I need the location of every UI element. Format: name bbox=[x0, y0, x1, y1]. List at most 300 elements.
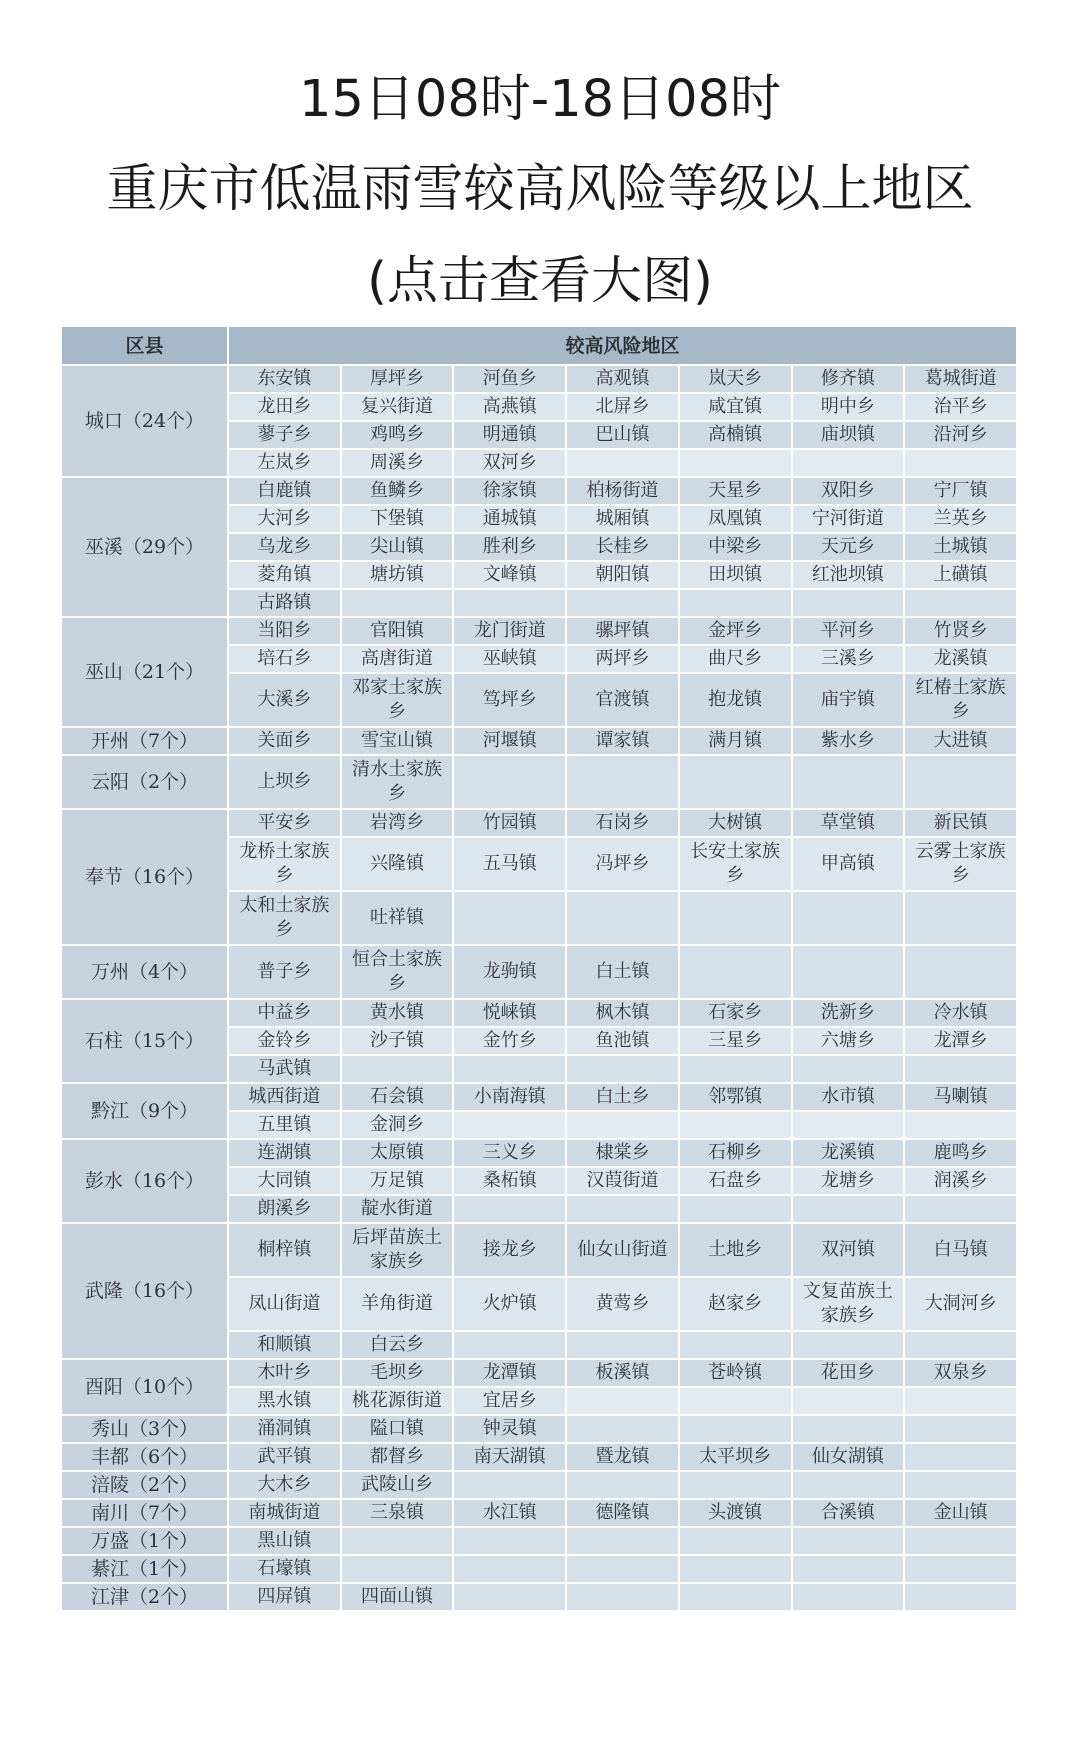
area-cell: 大同镇 bbox=[229, 1168, 340, 1194]
area-cell: 胜利乡 bbox=[454, 534, 565, 560]
area-cell: 棣棠乡 bbox=[567, 1140, 678, 1166]
area-cell: 大树镇 bbox=[680, 810, 791, 836]
empty-cell bbox=[905, 450, 1016, 476]
empty-cell bbox=[905, 1112, 1016, 1138]
area-cell: 满月镇 bbox=[680, 728, 791, 754]
area-cell: 羊角街道 bbox=[342, 1278, 453, 1330]
area-cell: 龙驹镇 bbox=[454, 946, 565, 998]
area-cell: 石岗乡 bbox=[567, 810, 678, 836]
table-row bbox=[62, 478, 1016, 504]
area-cell: 鱼池镇 bbox=[567, 1028, 678, 1054]
empty-cell bbox=[905, 1416, 1016, 1442]
area-cell: 水江镇 bbox=[454, 1500, 565, 1526]
area-cell: 长安土家族乡 bbox=[680, 838, 791, 890]
area-cell: 高唐街道 bbox=[342, 646, 453, 672]
area-cell: 兰英乡 bbox=[905, 506, 1016, 532]
area-cell: 石柳乡 bbox=[680, 1140, 791, 1166]
empty-cell bbox=[905, 1056, 1016, 1082]
header-risk-areas: 较高风险地区 bbox=[229, 327, 1016, 364]
empty-cell bbox=[454, 1584, 565, 1610]
area-cell: 沙子镇 bbox=[342, 1028, 453, 1054]
area-cell: 骡坪镇 bbox=[567, 618, 678, 644]
empty-cell bbox=[905, 892, 1016, 944]
area-cell: 龙溪镇 bbox=[793, 1140, 904, 1166]
area-cell: 和顺镇 bbox=[229, 1332, 340, 1358]
area-cell: 白土镇 bbox=[567, 946, 678, 998]
area-cell: 连湖镇 bbox=[229, 1140, 340, 1166]
area-cell: 上磺镇 bbox=[905, 562, 1016, 588]
empty-cell bbox=[793, 946, 904, 998]
area-cell: 土地乡 bbox=[680, 1224, 791, 1276]
area-cell: 兴隆镇 bbox=[342, 838, 453, 890]
area-cell: 四屏镇 bbox=[229, 1584, 340, 1610]
county-cell: 綦江（1个） bbox=[62, 1556, 227, 1582]
area-cell: 金洞乡 bbox=[342, 1112, 453, 1138]
area-cell: 大溪乡 bbox=[229, 674, 340, 726]
empty-cell bbox=[793, 1388, 904, 1414]
area-cell: 三泉镇 bbox=[342, 1500, 453, 1526]
risk-area-table bbox=[60, 325, 1018, 1612]
empty-cell bbox=[454, 590, 565, 616]
area-cell: 高燕镇 bbox=[454, 394, 565, 420]
area-cell: 谭家镇 bbox=[567, 728, 678, 754]
area-cell: 官阳镇 bbox=[342, 618, 453, 644]
area-cell: 厚坪乡 bbox=[342, 366, 453, 392]
area-cell: 桑柘镇 bbox=[454, 1168, 565, 1194]
area-cell: 通城镇 bbox=[454, 506, 565, 532]
area-cell: 龙塘乡 bbox=[793, 1168, 904, 1194]
area-cell: 尖山镇 bbox=[342, 534, 453, 560]
area-cell: 鱼鳞乡 bbox=[342, 478, 453, 504]
area-cell: 黑水镇 bbox=[229, 1388, 340, 1414]
area-cell: 赵家乡 bbox=[680, 1278, 791, 1330]
area-cell: 岩湾乡 bbox=[342, 810, 453, 836]
empty-cell bbox=[342, 590, 453, 616]
area-cell: 石盘乡 bbox=[680, 1168, 791, 1194]
area-cell: 鸡鸣乡 bbox=[342, 422, 453, 448]
table-row bbox=[62, 366, 1016, 392]
area-cell: 润溪乡 bbox=[905, 1168, 1016, 1194]
empty-cell bbox=[567, 590, 678, 616]
area-cell: 凤山街道 bbox=[229, 1278, 340, 1330]
empty-cell bbox=[454, 892, 565, 944]
empty-cell bbox=[680, 1416, 791, 1442]
empty-cell bbox=[905, 1332, 1016, 1358]
area-cell: 大洞河乡 bbox=[905, 1278, 1016, 1330]
area-cell: 花田乡 bbox=[793, 1360, 904, 1386]
area-cell: 龙潭镇 bbox=[454, 1360, 565, 1386]
area-cell: 接龙乡 bbox=[454, 1224, 565, 1276]
area-cell: 白鹿镇 bbox=[229, 478, 340, 504]
area-cell: 石壕镇 bbox=[229, 1556, 340, 1582]
area-cell: 板溪镇 bbox=[567, 1360, 678, 1386]
area-cell: 白云乡 bbox=[342, 1332, 453, 1358]
area-cell: 冯坪乡 bbox=[567, 838, 678, 890]
county-cell: 万州（4个） bbox=[62, 946, 227, 998]
area-cell: 太和土家族乡 bbox=[229, 892, 340, 944]
area-cell: 龙门街道 bbox=[454, 618, 565, 644]
empty-cell bbox=[905, 590, 1016, 616]
area-cell: 明通镇 bbox=[454, 422, 565, 448]
area-cell: 双阳乡 bbox=[793, 478, 904, 504]
area-cell: 桐梓镇 bbox=[229, 1224, 340, 1276]
empty-cell bbox=[567, 1416, 678, 1442]
area-cell: 庙宇镇 bbox=[793, 674, 904, 726]
table-row bbox=[62, 1416, 1016, 1442]
area-cell: 高楠镇 bbox=[680, 422, 791, 448]
empty-cell bbox=[680, 1056, 791, 1082]
empty-cell bbox=[680, 450, 791, 476]
area-cell: 龙溪镇 bbox=[905, 646, 1016, 672]
table-row bbox=[62, 1140, 1016, 1166]
county-cell: 巫溪（29个） bbox=[62, 478, 227, 616]
empty-cell bbox=[454, 1528, 565, 1554]
county-cell: 武隆（16个） bbox=[62, 1224, 227, 1358]
county-cell: 巫山（21个） bbox=[62, 618, 227, 726]
area-cell: 枫木镇 bbox=[567, 1000, 678, 1026]
table-header-row bbox=[62, 327, 1016, 364]
area-cell: 普子乡 bbox=[229, 946, 340, 998]
empty-cell bbox=[567, 1584, 678, 1610]
empty-cell bbox=[793, 590, 904, 616]
county-cell: 万盛（1个） bbox=[62, 1528, 227, 1554]
area-cell: 仙女湖镇 bbox=[793, 1444, 904, 1470]
empty-cell bbox=[680, 1196, 791, 1222]
area-cell: 抱龙镇 bbox=[680, 674, 791, 726]
empty-cell bbox=[793, 1332, 904, 1358]
area-cell: 邓家土家族乡 bbox=[342, 674, 453, 726]
area-cell: 大进镇 bbox=[905, 728, 1016, 754]
empty-cell bbox=[793, 1528, 904, 1554]
area-cell: 葛城街道 bbox=[905, 366, 1016, 392]
empty-cell bbox=[454, 1556, 565, 1582]
area-cell: 古路镇 bbox=[229, 590, 340, 616]
area-cell: 平安乡 bbox=[229, 810, 340, 836]
table-row bbox=[62, 1584, 1016, 1610]
area-cell: 大河乡 bbox=[229, 506, 340, 532]
area-cell: 合溪镇 bbox=[793, 1500, 904, 1526]
table-row bbox=[62, 756, 1016, 808]
empty-cell bbox=[567, 1056, 678, 1082]
empty-cell bbox=[567, 1196, 678, 1222]
area-cell: 下堡镇 bbox=[342, 506, 453, 532]
empty-cell bbox=[905, 756, 1016, 808]
county-cell: 南川（7个） bbox=[62, 1500, 227, 1526]
area-cell: 都督乡 bbox=[342, 1444, 453, 1470]
empty-cell bbox=[567, 1388, 678, 1414]
area-cell: 官渡镇 bbox=[567, 674, 678, 726]
table-body bbox=[62, 366, 1016, 1610]
area-cell: 河堰镇 bbox=[454, 728, 565, 754]
area-cell: 洗新乡 bbox=[793, 1000, 904, 1026]
area-cell: 中益乡 bbox=[229, 1000, 340, 1026]
area-cell: 云雾土家族乡 bbox=[905, 838, 1016, 890]
area-cell: 南天湖镇 bbox=[454, 1444, 565, 1470]
empty-cell bbox=[567, 1112, 678, 1138]
area-cell: 双泉乡 bbox=[905, 1360, 1016, 1386]
county-cell: 涪陵（2个） bbox=[62, 1472, 227, 1498]
area-cell: 龙桥土家族乡 bbox=[229, 838, 340, 890]
area-cell: 宁厂镇 bbox=[905, 478, 1016, 504]
area-cell: 太原镇 bbox=[342, 1140, 453, 1166]
area-cell: 沿河乡 bbox=[905, 422, 1016, 448]
table-row bbox=[62, 1500, 1016, 1526]
area-cell: 明中乡 bbox=[793, 394, 904, 420]
area-cell: 龙潭乡 bbox=[905, 1028, 1016, 1054]
area-cell: 柏杨街道 bbox=[567, 478, 678, 504]
area-cell: 雪宝山镇 bbox=[342, 728, 453, 754]
table-row bbox=[62, 1000, 1016, 1026]
area-cell: 金竹乡 bbox=[454, 1028, 565, 1054]
area-cell: 城厢镇 bbox=[567, 506, 678, 532]
area-cell: 石会镇 bbox=[342, 1084, 453, 1110]
area-cell: 长桂乡 bbox=[567, 534, 678, 560]
area-cell: 中梁乡 bbox=[680, 534, 791, 560]
area-cell: 六塘乡 bbox=[793, 1028, 904, 1054]
area-cell: 红池坝镇 bbox=[793, 562, 904, 588]
area-cell: 笃坪乡 bbox=[454, 674, 565, 726]
empty-cell bbox=[680, 590, 791, 616]
area-cell: 蓼子乡 bbox=[229, 422, 340, 448]
county-cell: 云阳（2个） bbox=[62, 756, 227, 808]
table-row bbox=[62, 1224, 1016, 1276]
empty-cell bbox=[680, 946, 791, 998]
table-row bbox=[62, 728, 1016, 754]
area-cell: 复兴街道 bbox=[342, 394, 453, 420]
area-cell: 双河乡 bbox=[454, 450, 565, 476]
area-cell: 马武镇 bbox=[229, 1056, 340, 1082]
empty-cell bbox=[793, 756, 904, 808]
empty-cell bbox=[793, 892, 904, 944]
empty-cell bbox=[567, 756, 678, 808]
area-cell: 悦崃镇 bbox=[454, 1000, 565, 1026]
area-cell: 毛坝乡 bbox=[342, 1360, 453, 1386]
area-cell: 凤凰镇 bbox=[680, 506, 791, 532]
area-cell: 黑山镇 bbox=[229, 1528, 340, 1554]
area-cell: 巴山镇 bbox=[567, 422, 678, 448]
empty-cell bbox=[567, 892, 678, 944]
county-cell: 江津（2个） bbox=[62, 1584, 227, 1610]
area-cell: 培石乡 bbox=[229, 646, 340, 672]
area-cell: 关面乡 bbox=[229, 728, 340, 754]
county-cell: 石柱（15个） bbox=[62, 1000, 227, 1082]
area-cell: 平河乡 bbox=[793, 618, 904, 644]
area-cell: 文峰镇 bbox=[454, 562, 565, 588]
empty-cell bbox=[567, 1472, 678, 1498]
empty-cell bbox=[680, 892, 791, 944]
county-cell: 黔江（9个） bbox=[62, 1084, 227, 1138]
area-cell: 宜居乡 bbox=[454, 1388, 565, 1414]
table-row bbox=[62, 946, 1016, 998]
area-cell: 木叶乡 bbox=[229, 1360, 340, 1386]
area-cell: 三星乡 bbox=[680, 1028, 791, 1054]
county-cell: 丰都（6个） bbox=[62, 1444, 227, 1470]
area-cell: 双河镇 bbox=[793, 1224, 904, 1276]
area-cell: 黄水镇 bbox=[342, 1000, 453, 1026]
area-cell: 庙坝镇 bbox=[793, 422, 904, 448]
area-cell: 马喇镇 bbox=[905, 1084, 1016, 1110]
area-cell: 河鱼乡 bbox=[454, 366, 565, 392]
area-cell: 三义乡 bbox=[454, 1140, 565, 1166]
area-cell: 曲尺乡 bbox=[680, 646, 791, 672]
empty-cell bbox=[454, 1056, 565, 1082]
area-cell: 暨龙镇 bbox=[567, 1444, 678, 1470]
area-cell: 北屏乡 bbox=[567, 394, 678, 420]
empty-cell bbox=[905, 1444, 1016, 1470]
area-cell: 东安镇 bbox=[229, 366, 340, 392]
area-cell: 文复苗族土家族乡 bbox=[793, 1278, 904, 1330]
area-cell: 竹园镇 bbox=[454, 810, 565, 836]
empty-cell bbox=[793, 1112, 904, 1138]
area-cell: 头渡镇 bbox=[680, 1500, 791, 1526]
empty-cell bbox=[905, 1388, 1016, 1414]
table-row bbox=[62, 1444, 1016, 1470]
county-cell: 奉节（16个） bbox=[62, 810, 227, 944]
area-cell: 紫水乡 bbox=[793, 728, 904, 754]
area-cell: 金坪乡 bbox=[680, 618, 791, 644]
area-cell: 龙田乡 bbox=[229, 394, 340, 420]
area-cell: 乌龙乡 bbox=[229, 534, 340, 560]
area-cell: 火炉镇 bbox=[454, 1278, 565, 1330]
empty-cell bbox=[680, 1472, 791, 1498]
empty-cell bbox=[793, 1584, 904, 1610]
area-cell: 甲高镇 bbox=[793, 838, 904, 890]
area-cell: 两坪乡 bbox=[567, 646, 678, 672]
area-cell: 清水土家族乡 bbox=[342, 756, 453, 808]
area-cell: 菱角镇 bbox=[229, 562, 340, 588]
area-cell: 太平坝乡 bbox=[680, 1444, 791, 1470]
area-cell: 土城镇 bbox=[905, 534, 1016, 560]
empty-cell bbox=[793, 1416, 904, 1442]
table-row bbox=[62, 1360, 1016, 1386]
area-cell: 徐家镇 bbox=[454, 478, 565, 504]
table-row bbox=[62, 1472, 1016, 1498]
empty-cell bbox=[680, 1584, 791, 1610]
area-cell: 白马镇 bbox=[905, 1224, 1016, 1276]
empty-cell bbox=[905, 1556, 1016, 1582]
empty-cell bbox=[454, 1112, 565, 1138]
area-cell: 朝阳镇 bbox=[567, 562, 678, 588]
county-cell: 城口（24个） bbox=[62, 366, 227, 476]
area-cell: 桃花源街道 bbox=[342, 1388, 453, 1414]
area-cell: 当阳乡 bbox=[229, 618, 340, 644]
area-cell: 金铃乡 bbox=[229, 1028, 340, 1054]
empty-cell bbox=[905, 1472, 1016, 1498]
area-cell: 涌洞镇 bbox=[229, 1416, 340, 1442]
header-county: 区县 bbox=[62, 327, 227, 364]
county-cell: 彭水（16个） bbox=[62, 1140, 227, 1222]
area-cell: 吐祥镇 bbox=[342, 892, 453, 944]
table-row bbox=[62, 618, 1016, 644]
area-cell: 后坪苗族土家族乡 bbox=[342, 1224, 453, 1276]
area-cell: 邻鄂镇 bbox=[680, 1084, 791, 1110]
empty-cell bbox=[567, 1528, 678, 1554]
area-cell: 城西街道 bbox=[229, 1084, 340, 1110]
area-cell: 朗溪乡 bbox=[229, 1196, 340, 1222]
empty-cell bbox=[793, 1556, 904, 1582]
empty-cell bbox=[680, 1332, 791, 1358]
area-cell: 德隆镇 bbox=[567, 1500, 678, 1526]
empty-cell bbox=[680, 1528, 791, 1554]
area-cell: 左岚乡 bbox=[229, 450, 340, 476]
table-row bbox=[62, 1528, 1016, 1554]
area-cell: 隘口镇 bbox=[342, 1416, 453, 1442]
area-cell: 靛水街道 bbox=[342, 1196, 453, 1222]
area-cell: 南城街道 bbox=[229, 1500, 340, 1526]
empty-cell bbox=[342, 1528, 453, 1554]
area-cell: 汉葭街道 bbox=[567, 1168, 678, 1194]
empty-cell bbox=[793, 1472, 904, 1498]
empty-cell bbox=[454, 1332, 565, 1358]
empty-cell bbox=[905, 1528, 1016, 1554]
area-cell: 万足镇 bbox=[342, 1168, 453, 1194]
empty-cell bbox=[567, 1332, 678, 1358]
area-cell: 黄莺乡 bbox=[567, 1278, 678, 1330]
area-cell: 天元乡 bbox=[793, 534, 904, 560]
area-cell: 仙女山街道 bbox=[567, 1224, 678, 1276]
empty-cell bbox=[793, 1056, 904, 1082]
empty-cell bbox=[905, 1196, 1016, 1222]
empty-cell bbox=[680, 756, 791, 808]
title-line-2: 重庆市低温雨雪较高风险等级以上地区 bbox=[106, 160, 974, 219]
empty-cell bbox=[680, 1388, 791, 1414]
empty-cell bbox=[454, 1196, 565, 1222]
title-line-1: 15日08时-18日08时 bbox=[299, 70, 781, 129]
area-cell: 武陵山乡 bbox=[342, 1472, 453, 1498]
empty-cell bbox=[680, 1112, 791, 1138]
empty-cell bbox=[567, 450, 678, 476]
empty-cell bbox=[342, 1056, 453, 1082]
county-cell: 秀山（3个） bbox=[62, 1416, 227, 1442]
area-cell: 冷水镇 bbox=[905, 1000, 1016, 1026]
area-cell: 五里镇 bbox=[229, 1112, 340, 1138]
area-cell: 岚天乡 bbox=[680, 366, 791, 392]
table-row bbox=[62, 1084, 1016, 1110]
area-cell: 田坝镇 bbox=[680, 562, 791, 588]
empty-cell bbox=[342, 1556, 453, 1582]
empty-cell bbox=[454, 756, 565, 808]
table-row bbox=[62, 810, 1016, 836]
area-cell: 白土乡 bbox=[567, 1084, 678, 1110]
area-cell: 周溪乡 bbox=[342, 450, 453, 476]
area-cell: 咸宜镇 bbox=[680, 394, 791, 420]
area-cell: 巫峡镇 bbox=[454, 646, 565, 672]
area-cell: 宁河街道 bbox=[793, 506, 904, 532]
area-cell: 鹿鸣乡 bbox=[905, 1140, 1016, 1166]
area-cell: 红椿土家族乡 bbox=[905, 674, 1016, 726]
county-cell: 酉阳（10个） bbox=[62, 1360, 227, 1414]
area-cell: 大木乡 bbox=[229, 1472, 340, 1498]
area-cell: 塘坊镇 bbox=[342, 562, 453, 588]
empty-cell bbox=[793, 1196, 904, 1222]
empty-cell bbox=[905, 1584, 1016, 1610]
area-cell: 钟灵镇 bbox=[454, 1416, 565, 1442]
table-row bbox=[62, 1556, 1016, 1582]
area-cell: 小南海镇 bbox=[454, 1084, 565, 1110]
empty-cell bbox=[454, 1472, 565, 1498]
area-cell: 新民镇 bbox=[905, 810, 1016, 836]
area-cell: 水市镇 bbox=[793, 1084, 904, 1110]
area-cell: 恒合土家族乡 bbox=[342, 946, 453, 998]
area-cell: 高观镇 bbox=[567, 366, 678, 392]
area-cell: 金山镇 bbox=[905, 1500, 1016, 1526]
area-cell: 五马镇 bbox=[454, 838, 565, 890]
area-cell: 草堂镇 bbox=[793, 810, 904, 836]
title-line-3-view-large-image-link[interactable]: (点击查看大图) bbox=[367, 252, 713, 311]
empty-cell bbox=[567, 1556, 678, 1582]
area-cell: 竹贤乡 bbox=[905, 618, 1016, 644]
area-cell: 苍岭镇 bbox=[680, 1360, 791, 1386]
